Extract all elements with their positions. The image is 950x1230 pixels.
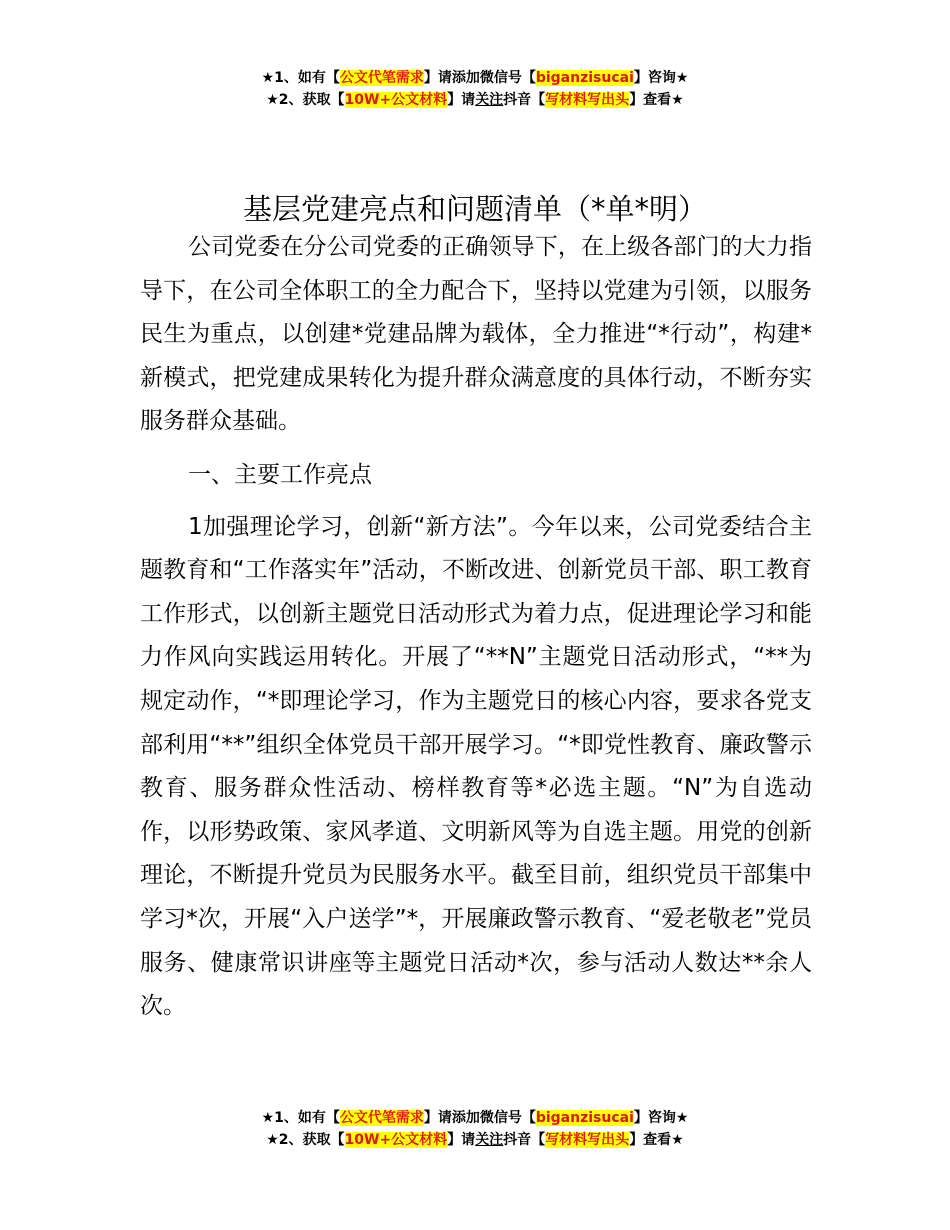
banner-highlight-douyin-account: 写材料写出头	[545, 92, 630, 108]
banner-text: ★2、获取【	[266, 92, 345, 108]
header-banner	[0, 67, 950, 111]
banner-highlight-douyin-account: 写材料写出头	[545, 1132, 630, 1148]
banner-underlined-follow: 关注	[475, 92, 504, 108]
banner-text: 】查看★	[629, 92, 684, 108]
banner-highlight-wechat-id: biganzisucai	[535, 1110, 634, 1126]
banner-text: ★1、如有【	[261, 1110, 340, 1126]
banner-text: ★1、如有【	[261, 70, 340, 86]
banner-highlight-materials: 10W+公文材料	[344, 1132, 448, 1148]
banner-highlight-writing-service: 公文代笔需求	[339, 1110, 424, 1126]
banner-line-2	[0, 1129, 950, 1151]
banner-text: 抖音【	[503, 92, 546, 108]
banner-highlight-writing-service: 公文代笔需求	[339, 70, 424, 86]
section-heading: 一、主要工作亮点	[188, 461, 372, 488]
banner-text: 】请添加微信号【	[423, 70, 536, 86]
banner-text: 抖音【	[503, 1132, 546, 1148]
banner-highlight-wechat-id: biganzisucai	[535, 70, 634, 86]
intro-paragraph: 公司党委在分公司党委的正确领导下，在上级各部门的大力指导下，在公司全体职工的全力配合下，坚持以党建为引领，以服务民生为重点，以创建*党建品牌为载体，全力推进“*行动”，构建*新模式，把党建成果转化为提升群众满意度的具体行动，不断夯实服务群众基础。	[140, 234, 812, 435]
footer-banner	[0, 1107, 950, 1151]
banner-line-2	[0, 89, 950, 111]
document-body	[140, 226, 812, 1029]
document-title: 基层党建亮点和问题清单（*单*明）	[242, 192, 707, 227]
banner-text: 】请	[447, 1132, 476, 1148]
banner-highlight-materials: 10W+公文材料	[344, 92, 448, 108]
banner-text: 】咨询★	[633, 70, 689, 86]
section-paragraph: 1加强理论学习，创新“新方法”。今年以来，公司党委结合主题教育和“工作落实年”活动，不断改进、创新党员干部、职工教育工作形式，以创新主题党日活动形式为着力点，促进理论学习和能力作风向实践运用转化。开展了“**N”主题党日活动形式，“**为规定动作，“*即理论学习，作为主题党日的核心内容，要求各党支部利用“**”组织全体党员干部开展学习。“*即党性教育、廉政警示教育、服务群众性活动、榜样教育等*必选主题。“N”为自选动作，以形势政策、家风孝道、文明新风等为自选主题。用党的创新理论，不断提升党员为民服务水平。截至目前，组织党员干部集中学习*次，开展“入户送学”*，开展廉政警示教育、“爱老敬老”党员服务、健康常识讲座等主题党日活动*次，参与活动人数达**余人次。	[140, 513, 812, 1020]
banner-line-1	[0, 67, 950, 89]
banner-text: ★2、获取【	[266, 1132, 345, 1148]
banner-text: 】咨询★	[633, 1110, 689, 1126]
banner-text: 】请	[447, 92, 476, 108]
banner-line-1	[0, 1107, 950, 1129]
banner-text: 】请添加微信号【	[423, 1110, 536, 1126]
banner-underlined-follow: 关注	[475, 1132, 504, 1148]
banner-text: 】查看★	[629, 1132, 684, 1148]
